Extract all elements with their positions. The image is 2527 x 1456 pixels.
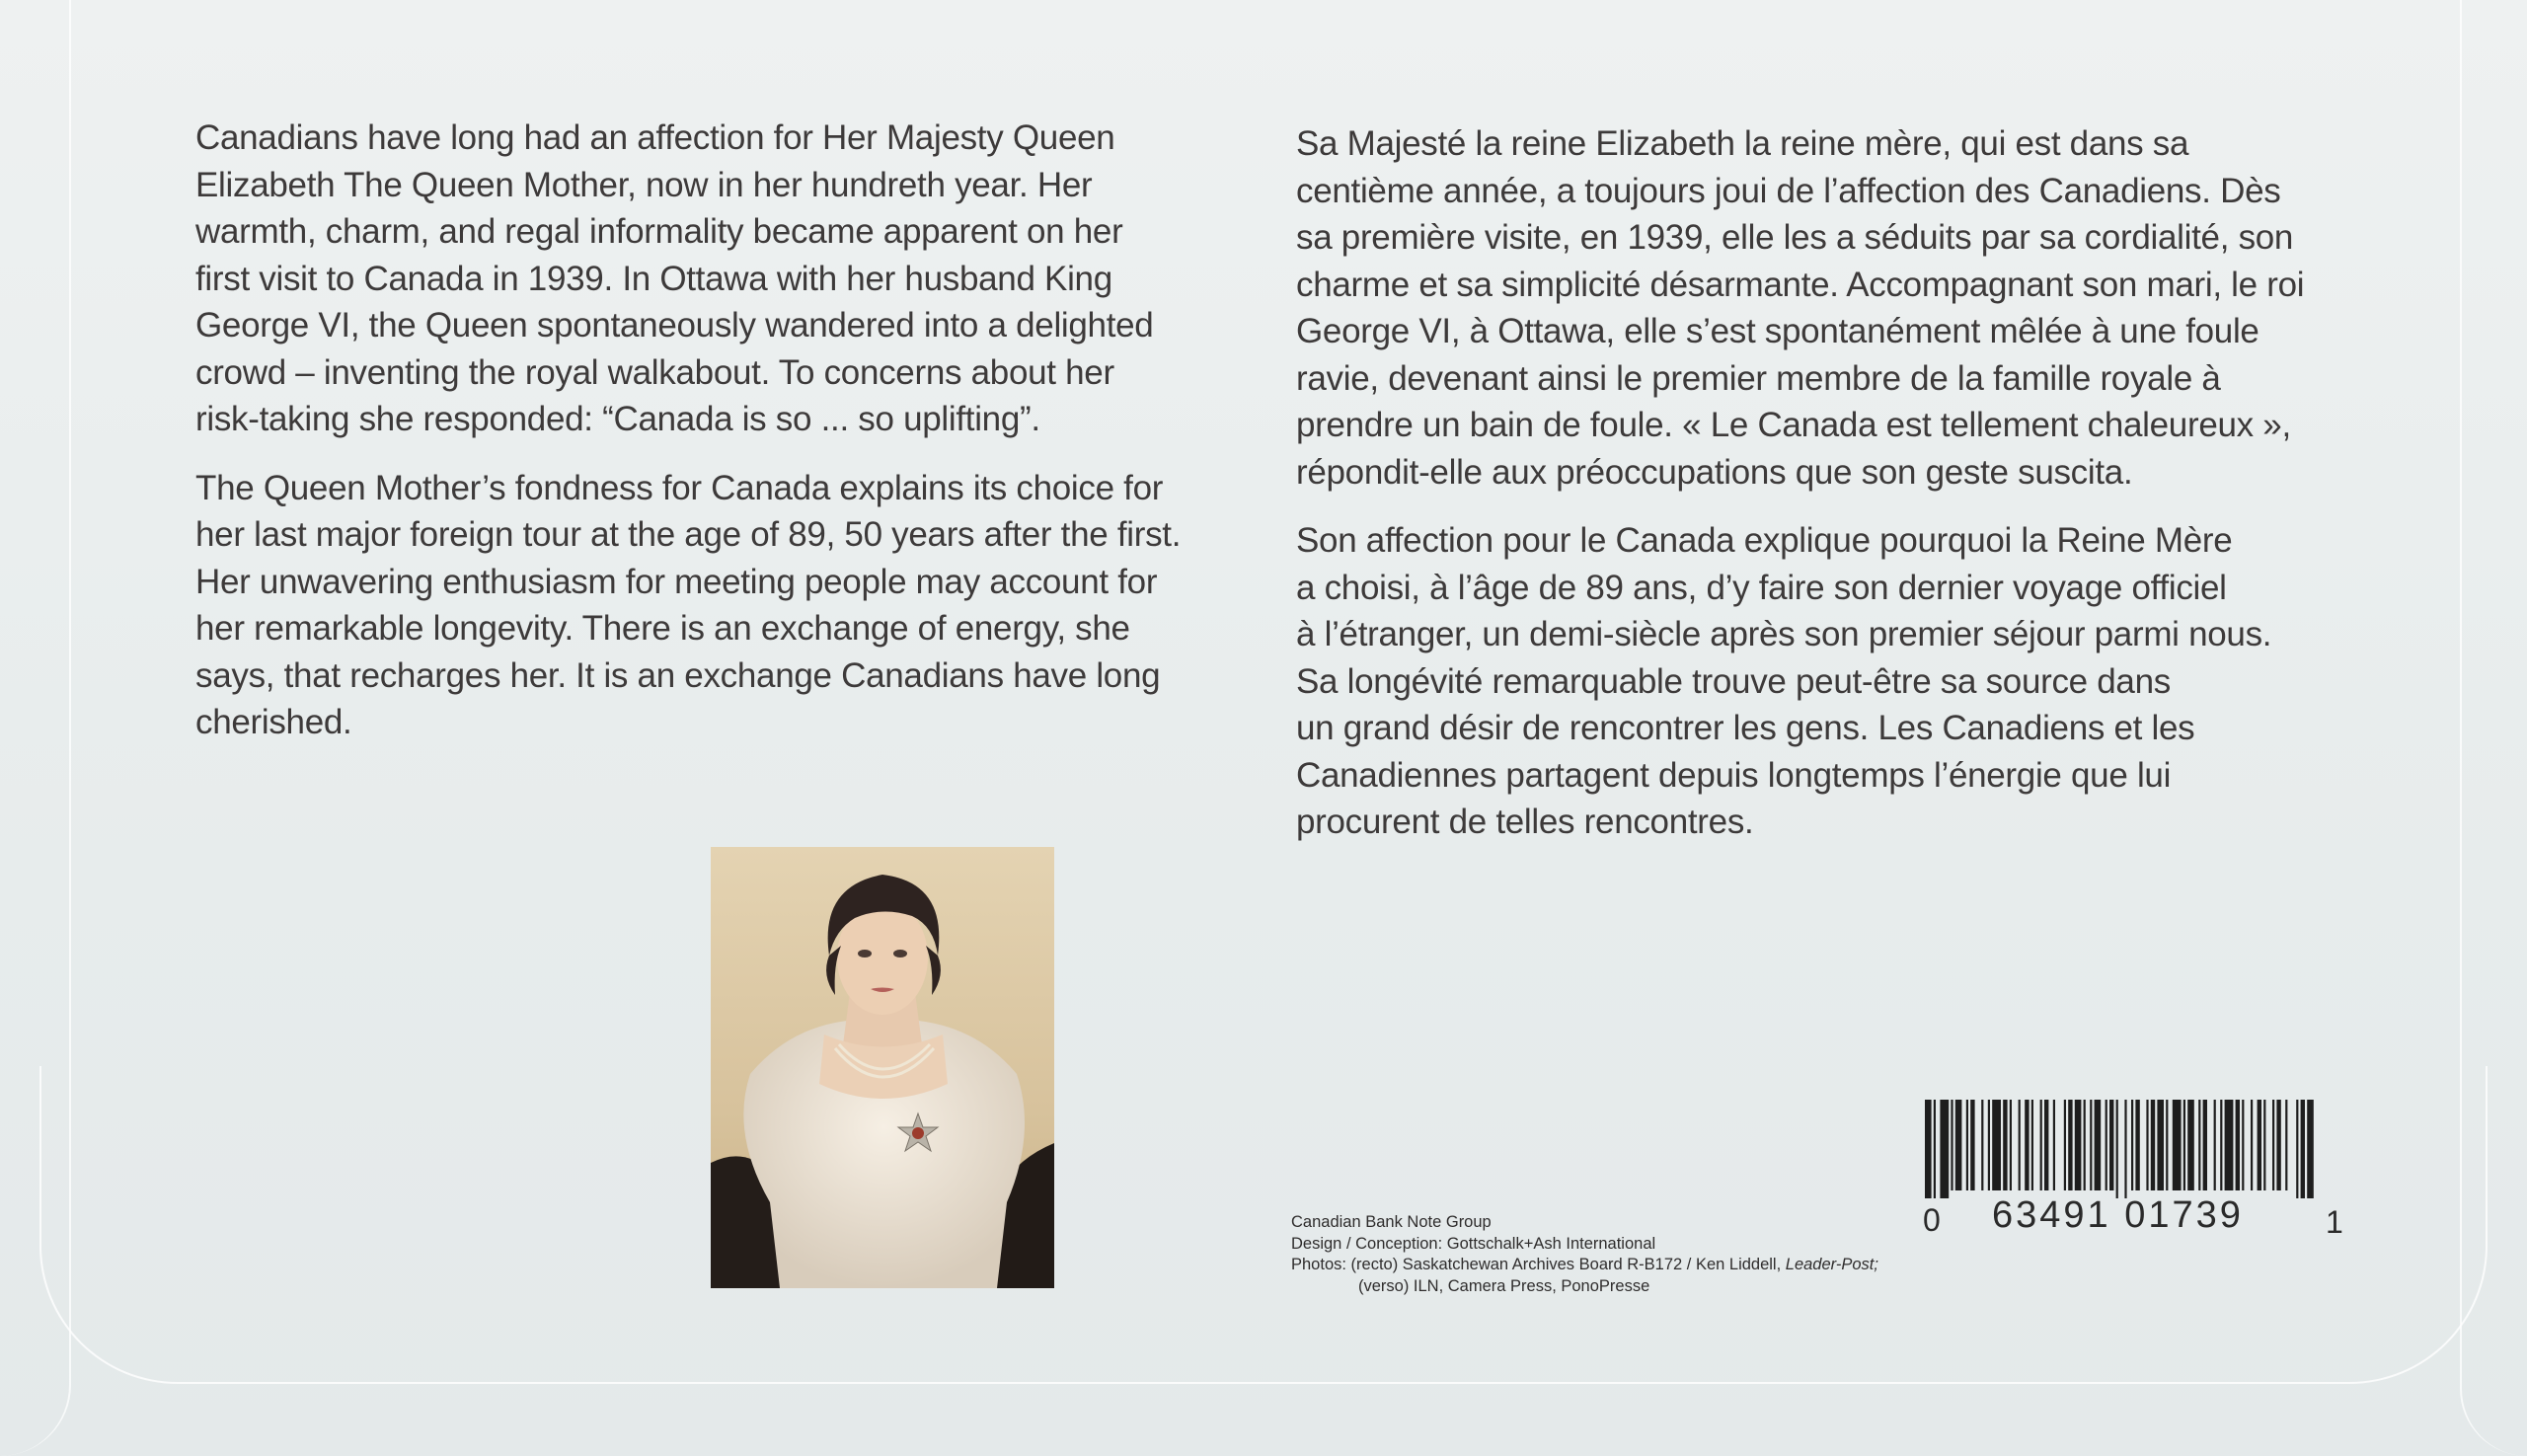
- barcode-bar: [1988, 1100, 1990, 1190]
- barcode-bar: [1955, 1100, 1962, 1190]
- barcode-bar: [2272, 1100, 2274, 1190]
- barcode-bar: [2090, 1100, 2092, 1190]
- barcode-bar: [2187, 1100, 2194, 1190]
- barcode-bar: [1981, 1100, 1983, 1190]
- barcode-bar: [2040, 1100, 2042, 1190]
- barcode-bar: [2225, 1100, 2234, 1190]
- barcode-bar: [2064, 1100, 2066, 1190]
- photos-verso-credit: (verso) ILN, Camera Press, PonoPresse: [1358, 1276, 1650, 1295]
- barcode-bar: [2010, 1100, 2012, 1190]
- right-flap-crease: [2460, 0, 2527, 1456]
- barcode-bar: [2276, 1100, 2280, 1190]
- barcode-bar: [1940, 1100, 1949, 1198]
- barcode: [1923, 1100, 2318, 1198]
- barcode-bar: [1970, 1100, 1974, 1190]
- barcode-bar: [2242, 1100, 2244, 1190]
- barcode-bar: [2084, 1100, 2086, 1190]
- barcode-bar: [1951, 1100, 1953, 1190]
- barcode-bar: [2285, 1100, 2287, 1190]
- portrait-painting: [711, 847, 1054, 1288]
- barcode-bar: [2151, 1100, 2155, 1190]
- design-credit: Design / Conception: Gottschalk+Ash International: [1291, 1234, 1656, 1253]
- french-text-column: [1296, 120, 2362, 846]
- barcode-bar: [2019, 1100, 2021, 1190]
- printing-credits: [1291, 1212, 1878, 1297]
- french-paragraph-2: Son affection pour le Canada explique pourquoi la Reine Mère a choisi, à l’âge de 89 ans, d’y faire son dernier voyage officiel à l’étranger, un demi-siècle après son premier séjour parmi nous. Sa longévité remarquable trouve peut-être sa source dans un grand désir de rencontrer les gens. Les Canadiens et les Canadiennes partagent depuis longtemps l’énergie que lui procurent de telles rencontres.: [1296, 521, 2272, 841]
- barcode-bar: [1966, 1100, 1968, 1190]
- barcode-bar: [1934, 1100, 1936, 1198]
- barcode-bar: [2109, 1100, 2113, 1190]
- barcode-bar: [2307, 1100, 2314, 1198]
- barcode-bar: [2075, 1100, 2082, 1190]
- photos-credit: [1291, 1255, 1878, 1276]
- queen-mother-portrait: [711, 847, 1054, 1288]
- barcode-bar: [2124, 1100, 2126, 1198]
- barcode-bar: [2166, 1100, 2168, 1190]
- barcode-bar: [2106, 1100, 2107, 1190]
- barcode-bar: [2135, 1100, 2139, 1190]
- printer-credit: Canadian Bank Note Group: [1291, 1213, 1492, 1231]
- photos-credit-text: Photos: (recto) Saskatchewan Archives Board R-B172 / Ken Liddell,: [1291, 1256, 1786, 1273]
- barcode-bar: [2157, 1100, 2164, 1190]
- barcode-bar: [2236, 1100, 2240, 1190]
- barcode-bar: [2116, 1100, 2118, 1198]
- barcode-lead-digit: 0: [1923, 1202, 1941, 1238]
- photos-credit-publication: Leader-Post;: [1785, 1256, 1878, 1273]
- barcode-bar: [2251, 1100, 2253, 1190]
- english-paragraph-2: The Queen Mother’s fondness for Canada explains its choice for her last major foreign tour at the age of 89, 50 years after the first. Her unwavering enthusiasm for meeting people may account for her remarkable longevity. There is an exchange of energy, she says, that recharges her. It is an exchange Canadians have long cherished.: [195, 468, 1182, 741]
- barcode-bar: [2031, 1100, 2033, 1190]
- barcode-bar: [1992, 1100, 2001, 1190]
- barcode-bar: [2146, 1100, 2148, 1190]
- barcode-bar: [2263, 1100, 2265, 1190]
- barcode-bar: [2053, 1100, 2055, 1190]
- barcode-bar: [2131, 1100, 2133, 1190]
- barcode-bar: [1925, 1100, 1932, 1198]
- barcode-bar: [2203, 1100, 2207, 1190]
- barcode-main-digits: 63491 01739: [1992, 1194, 2244, 1236]
- barcode-bar: [2044, 1100, 2048, 1190]
- barcode-bar: [2068, 1100, 2072, 1190]
- barcode-bar: [2296, 1100, 2298, 1198]
- barcode-bar: [2095, 1100, 2102, 1190]
- barcode-bar: [2258, 1100, 2261, 1190]
- barcode-trail-digit: 1: [2326, 1204, 2343, 1240]
- english-paragraph-1: Canadians have long had an affection for Her Majesty Queen Elizabeth The Queen Mother, now in her hundreth year. Her warmth, charm, and regal informality became apparent on her first visit to Canada in 1939. In Ottawa with her husband King George VI, the Queen spontaneously wandered into a delighted crowd – inventing the royal walkabout. To concerns about her risk-taking she responded: “Canada is so ... so uplifting”.: [195, 118, 1154, 438]
- barcode-bar: [2301, 1100, 2305, 1198]
- barcode-bar: [2198, 1100, 2200, 1190]
- barcode-bar: [2214, 1100, 2216, 1190]
- left-flap-crease: [0, 0, 71, 1456]
- barcode-bar: [2003, 1100, 2007, 1190]
- barcode-bar: [2220, 1100, 2222, 1190]
- french-paragraph-1: Sa Majesté la reine Elizabeth la reine mère, qui est dans sa centième année, a toujours joui de l’affection des Canadiens. Dès sa première visite, en 1939, elle les a séduits par sa cordialité, son charme et sa simplicité désarmante. Accompagnant son mari, le roi George VI, à Ottawa, elle s’est spontanément mêlée à une foule ravie, devenant ainsi le premier membre de la famille royale à prendre un bain de foule. « Le Canada est tellement chaleureux », répondit-elle aux préoccupations que son geste suscita.: [1296, 124, 2305, 492]
- barcode-bar: [2183, 1100, 2185, 1190]
- barcode-bar: [2173, 1100, 2182, 1190]
- barcode-bar: [2025, 1100, 2029, 1190]
- english-text-column: [195, 115, 1262, 746]
